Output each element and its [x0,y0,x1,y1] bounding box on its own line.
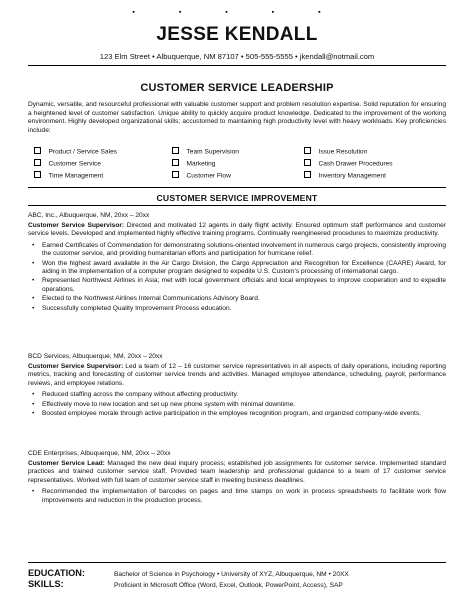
skill-item: Marketing [166,159,298,170]
section-rule-bottom [28,205,446,206]
skills-label: SKILLS: [28,579,64,589]
education-value: Bachelor of Science in Psychology • University of XYZ, Albuquerque, NM • 20XX [114,571,349,578]
headline: CUSTOMER SERVICE LEADERSHIP [140,82,334,94]
header-rule [28,65,446,66]
experience-entry-bcd [28,353,446,420]
section-title: CUSTOMER SERVICE IMPROVEMENT [156,193,318,203]
checkbox-icon [172,171,179,178]
checkbox-icon [34,147,41,154]
list-item: • Reduced staffing across the company without affecting productivity. [28,391,446,399]
checkbox-icon [172,147,179,154]
job-role: Customer Service Supervisor: [28,221,125,229]
skill-item: Product / Service Sales [28,147,166,158]
skill-item: Customer Service [28,159,166,170]
list-item: • Elected to the Northwest Airlines Internal Communications Advisory Board. [28,295,446,303]
skill-item: Issue Resolution [298,147,446,158]
company-line: CDE Enterprises, Albuquerque, NM, 20xx – 20xx [28,450,171,457]
skill-item: Time Management [28,171,166,182]
skill-item: Inventory Management [298,171,446,182]
experience-entry-cde [28,450,446,506]
list-item: • Earned Certificates of Commendation for demonstrating solutions-oriented involvement in numerous cargo projects, consistently improving the customer service, and providing humanitarian efforts and participation for hurricane relief. [28,242,446,259]
education-skills-block [28,568,446,590]
list-item: • Boosted employee morale through active participation in the employee recognition program, and organized company-wide events. [28,410,446,418]
skill-item: Team Supervision [166,147,298,158]
checkbox-icon [34,171,41,178]
experience-entry-abc [28,212,446,314]
contact-line: 123 Elm Street • Albuquerque, NM 87107 • 505-555-5555 • jkendall@notmail.com [99,52,375,61]
job-description: Customer Service Supervisor: Directed and motivated 12 agents in daily flight activity. Ensured optimum staff performance and customer service levels. Developed and implemented highly effective training programs. Continually reengineered procedures to maximize productivity. [28,221,446,238]
checkbox-icon [304,147,311,154]
skills-grid [28,147,446,182]
job-description: Customer Service Supervisor: Led a team of 12 – 16 customer service representatives in all aspects of daily operations, including reporting metrics, tracking and forecasting of customer service trends and activities. Managed employee attendance, scheduling, payroll, performance reviews, and employee relations. [28,362,446,387]
job-role: Customer Service Lead: [28,459,105,467]
education-label: EDUCATION: [28,568,85,578]
education-rule [28,562,446,563]
list-item: • Successfully completed Quality Improvement Process education. [28,305,446,313]
job-description: Customer Service Lead: Managed the new deal inquiry process; established job assignments for customer service. Implemented standard practices and trained customer service staff. Provided team leadership and professional guidance to a team of 17 customer service representatives. Worked with full team of customer service staff in meeting business deadlines. [28,459,446,484]
job-role: Customer Service Supervisor: [28,362,124,370]
skill-item: Customer Flow [166,171,298,182]
candidate-name: JESSE KENDALL [156,24,318,45]
education-row [28,568,446,579]
company-line: ABC, Inc., Albuquerque, NM, 20xx – 20xx [28,212,150,219]
company-line: BCD Services, Albuquerque, NM, 20xx – 20xx [28,353,163,360]
list-item: • Recommended the implementation of barcodes on pages and time stamps on work in process spreadsheets to facilitate work flow improvements and reduction in the production process. [28,488,446,505]
achievement-list [28,391,446,418]
header-dots: ▪ ▪ ▪ ▪ ▪ [132,9,342,16]
checkbox-icon [304,159,311,166]
achievement-list [28,488,446,505]
achievement-list [28,242,446,313]
checkbox-icon [172,159,179,166]
list-item: • Effectively move to new location and set up new phone system with minimal downtime. [28,401,446,409]
checkbox-icon [34,159,41,166]
skill-item: Cash Drawer Procedures [298,159,446,170]
skills-value: Proficient in Microsoft Office (Word, Excel, Outlook, PowerPoint, Access), SAP [114,582,343,589]
section-rule-top [28,187,446,188]
checkbox-icon [304,171,311,178]
list-item: • Represented Northwest Airlines in Asia; met with local government officials and local employees to improve cooperation and to expedite operations. [28,277,446,294]
skills-row [28,579,446,590]
list-item: • Won the highest award available in the Air Cargo Division, the Cargo Appreciation and Recognition for Excellence (CAARE) Award, for aiding in the implementation of a computer program designed to expedite U.S. Custom’s processing of international cargo. [28,260,446,277]
summary-paragraph: Dynamic, versatile, and resourceful professional with valuable customer support and problem resolution expertise. Solid reputation for ensuring a heightened level of customer satisfaction. Unique ability to quickly acquire product knowledge. Dedicated to the improvement of the working environment. Highly developed organizational skills; accustomed to maintaining high productivity level with heavy workloads. Key proficiencies include: [28,101,446,134]
